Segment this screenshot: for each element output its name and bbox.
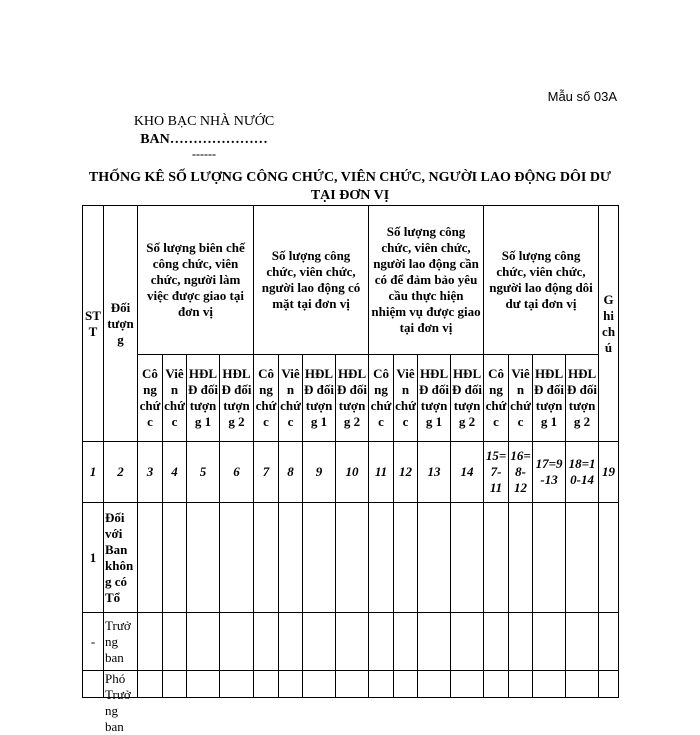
table-row <box>83 613 619 671</box>
row-stt: 1 <box>83 503 104 613</box>
row-stt-text <box>84 671 102 697</box>
table-cell[interactable] <box>451 503 484 613</box>
table-cell[interactable] <box>509 671 533 698</box>
column-number: 11 <box>369 442 394 503</box>
table-cell[interactable] <box>220 671 254 698</box>
subheader-public-employee: Viên chức <box>279 355 303 442</box>
table-cell[interactable] <box>254 613 279 671</box>
subheader-contract-type-2: HĐLĐ đối tượng 2 <box>336 355 369 442</box>
note-cell[interactable] <box>599 503 619 613</box>
column-number: 13 <box>418 442 451 503</box>
table-cell[interactable] <box>451 671 484 698</box>
row-stt <box>83 671 104 698</box>
table-cell[interactable] <box>533 671 566 698</box>
column-number: 17=9-13 <box>533 442 566 503</box>
header-group-surplus: Số lượng công chức, viên chức, người lao động dôi dư tại đơn vị <box>484 206 599 355</box>
header-group-assigned: Số lượng biên chế công chức, viên chức, người làm việc được giao tại đơn vị <box>138 206 254 355</box>
header-subject: Đối tượng <box>104 206 138 442</box>
table-row <box>83 503 619 613</box>
table-cell[interactable] <box>418 613 451 671</box>
table-cell[interactable] <box>509 613 533 671</box>
table-cell[interactable] <box>418 503 451 613</box>
row-subject <box>104 671 138 734</box>
header-stt: STT <box>83 206 104 442</box>
table-cell[interactable] <box>279 613 303 671</box>
column-number: 4 <box>163 442 187 503</box>
table-cell[interactable] <box>187 503 220 613</box>
table-cell[interactable] <box>533 613 566 671</box>
column-number: 7 <box>254 442 279 503</box>
note-cell[interactable] <box>599 613 619 671</box>
table-cell[interactable] <box>394 503 418 613</box>
column-number: 19 <box>599 442 619 503</box>
table-cell[interactable] <box>484 613 509 671</box>
table-cell[interactable] <box>484 671 509 698</box>
header-group-required: Số lượng công chức, viên chức, người lao động cần có để đảm bảo yêu cầu thực hiện nhiệm vụ được giao tại đơn vị <box>369 206 484 355</box>
subheader-public-employee: Viên chức <box>509 355 533 442</box>
row-subject-text: Phó Trưởng ban <box>105 671 131 734</box>
document-title: THỐNG KÊ SỐ LƯỢNG CÔNG CHỨC, VIÊN CHỨC, NGƯỜI LAO ĐỘNG DÔI DƯ TẠI ĐƠN VỊ <box>88 170 612 203</box>
column-number: 12 <box>394 442 418 503</box>
table-cell[interactable] <box>138 503 163 613</box>
table-cell[interactable] <box>336 613 369 671</box>
table-cell[interactable] <box>303 671 336 698</box>
table-cell[interactable] <box>279 503 303 613</box>
form-code: Mẫu số 03A <box>547 89 617 104</box>
table-cell[interactable] <box>138 613 163 671</box>
column-number: 18=10-14 <box>566 442 599 503</box>
statistics-table <box>82 205 619 734</box>
column-number: 3 <box>138 442 163 503</box>
column-number: 5 <box>187 442 220 503</box>
table-cell[interactable] <box>254 671 279 698</box>
table-cell[interactable] <box>533 503 566 613</box>
table-cell[interactable] <box>509 503 533 613</box>
column-number: 8 <box>279 442 303 503</box>
header-group-present: Số lượng công chức, viên chức, người lao động có mặt tại đơn vị <box>254 206 369 355</box>
table-cell[interactable] <box>220 503 254 613</box>
subheader-contract-type-2: HĐLĐ đối tượng 2 <box>451 355 484 442</box>
table-cell[interactable] <box>138 671 163 698</box>
column-number: 15=7-11 <box>484 442 509 503</box>
subheader-civil-servant: Công chức <box>138 355 163 442</box>
table-cell[interactable] <box>163 503 187 613</box>
table-cell[interactable] <box>369 613 394 671</box>
subheader-public-employee: Viên chức <box>394 355 418 442</box>
table-cell[interactable] <box>279 671 303 698</box>
table-cell[interactable] <box>566 671 599 698</box>
table-cell[interactable] <box>303 503 336 613</box>
column-number: 14 <box>451 442 484 503</box>
column-number: 6 <box>220 442 254 503</box>
table-cell[interactable] <box>394 671 418 698</box>
table-cell[interactable] <box>566 503 599 613</box>
subheader-contract-type-1: HĐLĐ đối tượng 1 <box>533 355 566 442</box>
table-cell[interactable] <box>484 503 509 613</box>
row-subject: Trưởng ban <box>104 613 138 671</box>
header-row <box>83 206 619 355</box>
column-number: 9 <box>303 442 336 503</box>
table-cell[interactable] <box>369 671 394 698</box>
agency-name: KHO BẠC NHÀ NƯỚC <box>133 114 275 129</box>
table-cell[interactable] <box>336 503 369 613</box>
subheader-contract-type-2: HĐLĐ đối tượng 2 <box>220 355 254 442</box>
table-cell[interactable] <box>187 613 220 671</box>
row-subject: Đối với Ban không có Tổ <box>104 503 138 613</box>
table-cell[interactable] <box>163 671 187 698</box>
table-cell[interactable] <box>254 503 279 613</box>
subheader-civil-servant: Công chức <box>484 355 509 442</box>
table-cell[interactable] <box>336 671 369 698</box>
subheader-civil-servant: Công chức <box>254 355 279 442</box>
table-cell[interactable] <box>220 613 254 671</box>
subheader-row <box>83 355 619 442</box>
subheader-contract-type-2: HĐLĐ đối tượng 2 <box>566 355 599 442</box>
table-cell[interactable] <box>369 503 394 613</box>
subheader-contract-type-1: HĐLĐ đối tượng 1 <box>187 355 220 442</box>
column-number: 2 <box>104 442 138 503</box>
department-name: BAN………………… <box>140 132 268 147</box>
column-number-row <box>83 442 619 503</box>
table-cell[interactable] <box>418 671 451 698</box>
table-cell[interactable] <box>303 613 336 671</box>
table-cell[interactable] <box>163 613 187 671</box>
column-number: 10 <box>336 442 369 503</box>
row-stt: - <box>83 613 104 671</box>
table-cell[interactable] <box>187 671 220 698</box>
table-cell[interactable] <box>566 613 599 671</box>
subheader-civil-servant: Công chức <box>369 355 394 442</box>
column-number: 1 <box>83 442 104 503</box>
header-separator: ------ <box>192 147 216 161</box>
subheader-contract-type-1: HĐLĐ đối tượng 1 <box>418 355 451 442</box>
header-note: Ghi chú <box>599 206 619 442</box>
column-number: 16=8-12 <box>509 442 533 503</box>
table-cell[interactable] <box>394 613 418 671</box>
subheader-public-employee: Viên chức <box>163 355 187 442</box>
note-cell[interactable] <box>599 671 619 698</box>
table-row <box>83 671 619 698</box>
table-cell[interactable] <box>451 613 484 671</box>
subheader-contract-type-1: HĐLĐ đối tượng 1 <box>303 355 336 442</box>
